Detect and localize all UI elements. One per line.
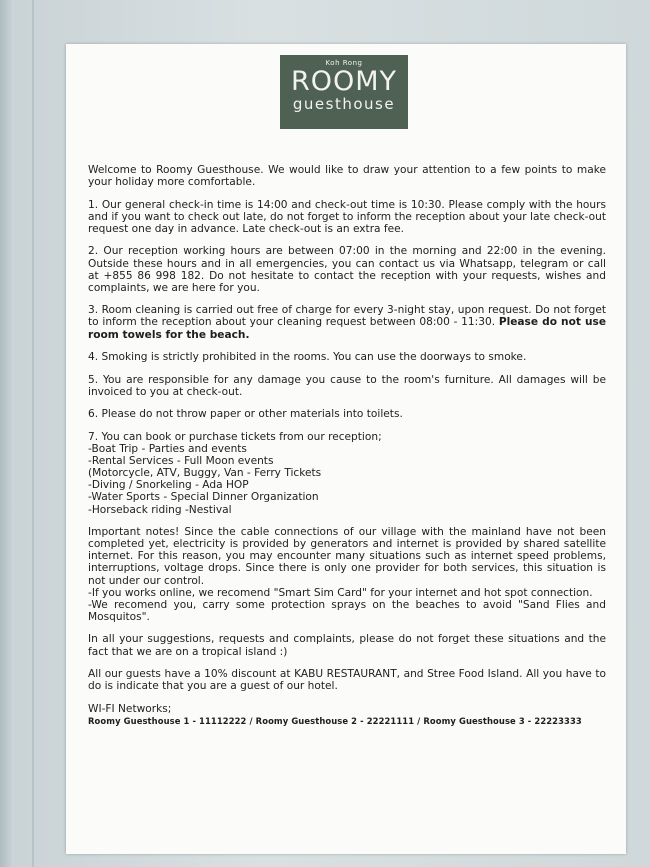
note-sprays: -We recomend you, carry some protection sprays on the beaches to avoid "Sand Flies and Mosquitos". <box>88 598 606 623</box>
notice-sheet <box>66 44 626 854</box>
list-item: -Water Sports - Special Dinner Organization <box>88 491 319 504</box>
rule-cleaning-text: 3. Room cleaning is carried out free of charge for every 3-night stay, upon request. Do not forget to inform the reception about your cleaning request between 08:00 - 11:30. <box>88 304 606 329</box>
rule-toilets: 6. Please do not throw paper or other materials into toilets. <box>88 408 403 421</box>
list-item: -Boat Trip - Parties and events <box>88 443 247 456</box>
important-notes <box>88 526 606 623</box>
acrylic-edge <box>32 0 34 867</box>
rule-reception: 2. Our reception working hours are between 07:00 in the morning and 22:00 in the evening. Outside these hours and in all emergencies, you can contact us via Whatsapp, telegram or call at +855 86 998 182. Do not hesitate to contact the reception with your requests, wishes and complaints, we are here for you. <box>88 245 606 294</box>
logo-location: Koh Rong <box>325 59 363 67</box>
discount-paragraph: All our guests have a 10% discount at KABU RESTAURANT, and Stree Food Island. All you have to do is indicate that you are a guest of our hotel. <box>88 668 606 693</box>
list-item: (Motorcycle, ATV, Buggy, Van - Ferry Tickets <box>88 467 322 480</box>
important-notes-text: Important notes! Since the cable connections of our village with the mainland have not been completed yet, electricity is provided by generators and internet is provided by shared satellite internet. For this reason, you may encounter many situations such as internet speed problems, interruptions, voltage drops. Since there is only one provider for both services, this situation is not under our control. <box>88 526 606 587</box>
list-item: -Horseback riding -Nestival <box>88 503 232 516</box>
notice-body <box>88 164 606 727</box>
intro-paragraph: Welcome to Roomy Guesthouse. We would like to draw your attention to a few points to make your holiday more comfortable. <box>88 164 606 189</box>
logo-name: ROOMY <box>290 66 398 97</box>
rule-cleaning <box>88 304 606 340</box>
list-item: -Diving / Snorkeling - Ada HOP <box>88 479 249 492</box>
rule-checkin: 1. Our general check-in time is 14:00 and check-out time is 10:30. Please comply with the hours and if you want to check out late, do not forget to inform the reception about your late check-out request one day in advance. Late check-out is an extra fee. <box>88 198 606 235</box>
suggestions-paragraph: In all your suggestions, requests and complaints, please do not forget these situations and the fact that we are on a tropical island :) <box>88 633 606 658</box>
wifi-networks: Roomy Guesthouse 1 - 11112222 / Roomy Guesthouse 2 - 22221111 / Roomy Guesthouse 3 - 22223333 <box>88 715 582 726</box>
list-item: -Rental Services - Full Moon events <box>88 455 274 468</box>
tickets-title: 7. You can book or purchase tickets from our reception; <box>88 431 382 443</box>
display-frame <box>0 0 14 867</box>
note-sim-card: -If you works online, we recomend "Smart Sim Card" for your internet and hot spot connection. <box>88 586 593 599</box>
rule-tickets <box>88 431 606 516</box>
rule-cleaning-towels: Please do not use room towels for the beach. <box>88 316 606 341</box>
rule-damage: 5. You are responsible for any damage you cause to the room's furniture. All damages will be invoiced to you at check-out. <box>88 373 606 398</box>
rule-smoking: 4. Smoking is strictly prohibited in the rooms. You can use the doorways to smoke. <box>88 351 527 364</box>
logo-subtitle: guesthouse <box>292 95 396 113</box>
guesthouse-logo <box>280 55 408 129</box>
wifi-title: WI-FI Networks; <box>88 702 172 715</box>
